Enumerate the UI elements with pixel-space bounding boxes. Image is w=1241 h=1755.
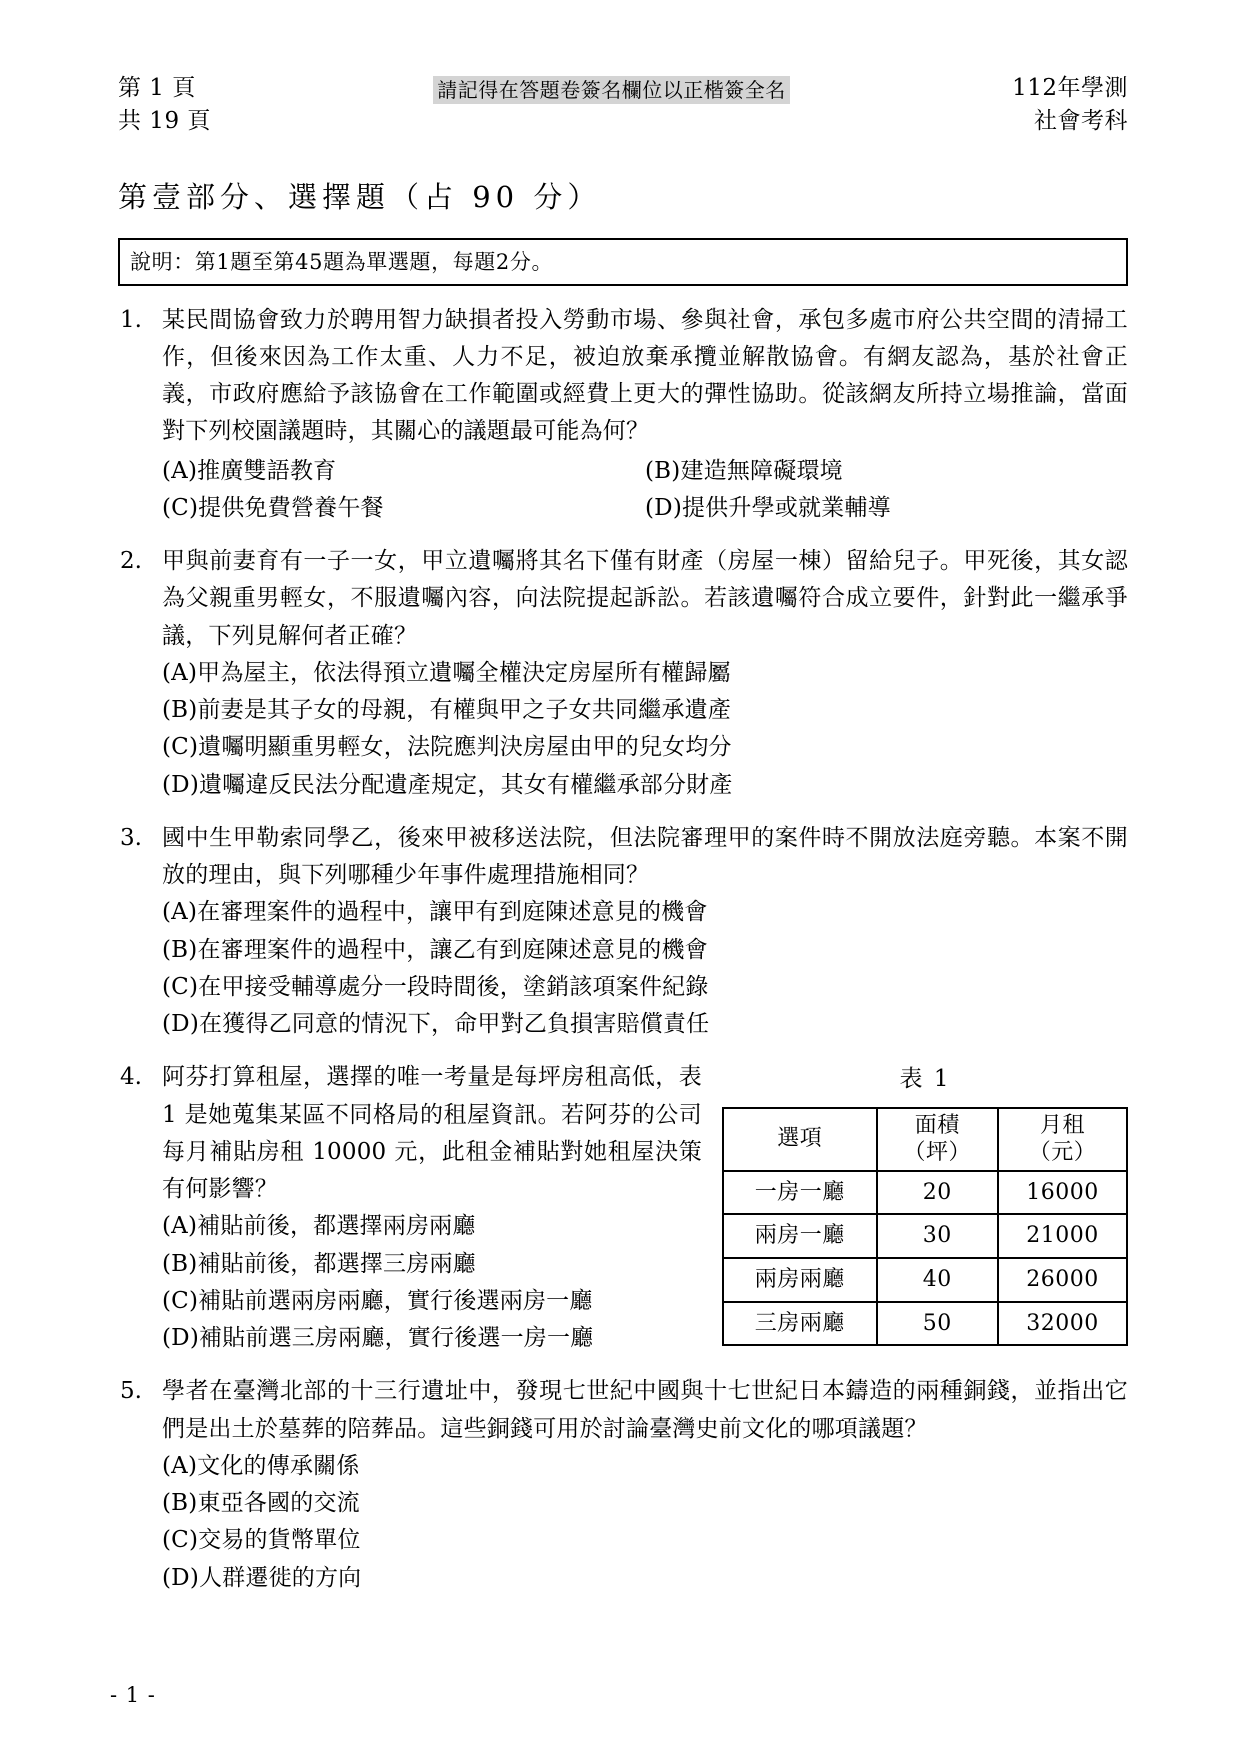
- instruction-box: [118, 238, 1128, 286]
- header-area: [877, 1108, 999, 1171]
- header-area-line1: 面積: [914, 1112, 960, 1138]
- question-number: 1.: [120, 306, 142, 333]
- option-a[interactable]: (A)補貼前後，都選擇兩房兩廳: [162, 1213, 476, 1240]
- question-body: [162, 543, 1128, 804]
- page-count-block: [118, 72, 211, 139]
- option-d[interactable]: (D)提供升學或就業輔導: [645, 494, 891, 521]
- option-d[interactable]: (D)遺囑違反民法分配遺產規定，其女有權繼承部分財產: [162, 771, 733, 798]
- page-content: [118, 72, 1128, 1597]
- question-number: 3.: [120, 824, 142, 851]
- option-b[interactable]: (B)東亞各國的交流: [162, 1490, 360, 1517]
- cell-rent: 26000: [998, 1258, 1127, 1302]
- option-c[interactable]: (C)交易的貨幣單位: [162, 1527, 361, 1554]
- signature-reminder-note: 請記得在答題卷簽名欄位以正楷簽全名: [433, 76, 790, 104]
- table-1-body: [723, 1171, 1127, 1346]
- option-b[interactable]: (B)建造無障礙環境: [645, 457, 843, 484]
- cell-area: 30: [877, 1214, 999, 1258]
- question-2: [118, 543, 1128, 804]
- instruction-text: 說明：第1題至第45題為單選題，每題2分。: [130, 249, 554, 274]
- option-d[interactable]: (D)人群遷徙的方向: [162, 1564, 362, 1591]
- header-rent-line2: （元）: [1028, 1140, 1097, 1166]
- page-footer: - 1 -: [110, 1683, 156, 1707]
- question-stem: 某民間協會致力於聘用智力缺損者投入勞動市場、參與社會，承包多處市府公共空間的清掃工作，但後來因為工作太重、人力不足，被迫放棄承攬並解散協會。有網友認為，基於社會正義，市政府應給予該協會在工作範圍或經費上更大的彈性協助。從該網友所持立場推論，當面對下列校園議題時，其關心的議題最可能為何？: [162, 306, 1128, 445]
- header-rent-line1: 月租: [1040, 1112, 1086, 1138]
- option-b[interactable]: (B)前妻是其子女的母親，有權與甲之子女共同繼承遺產: [162, 697, 732, 724]
- page-header: [118, 72, 1128, 139]
- option-a[interactable]: (A)甲為屋主，依法得預立遺囑全權決定房屋所有權歸屬: [162, 659, 731, 686]
- option-list: [162, 894, 1128, 1043]
- question-number: 2.: [120, 548, 142, 575]
- cell-option: 兩房兩廳: [723, 1258, 877, 1302]
- cell-area: 50: [877, 1302, 999, 1346]
- question-number: 5.: [120, 1378, 142, 1405]
- signature-reminder-block: [433, 72, 790, 107]
- question-body: [162, 302, 1128, 528]
- cell-option: 一房一廳: [723, 1171, 877, 1215]
- header-rent: [998, 1108, 1127, 1171]
- table-row: [723, 1171, 1127, 1215]
- option-list: [162, 453, 1128, 528]
- question-4-text-column: [162, 1059, 702, 1357]
- header-option: 選項: [723, 1108, 877, 1171]
- question-3: [118, 820, 1128, 1044]
- option-d[interactable]: (D)補貼前選三房兩廳，實行後選一房一廳: [162, 1325, 594, 1352]
- cell-option: 三房兩廳: [723, 1302, 877, 1346]
- option-c[interactable]: (C)提供免費營養午餐: [162, 494, 384, 521]
- question-4-layout: [162, 1059, 1128, 1357]
- cell-option: 兩房一廳: [723, 1214, 877, 1258]
- table-1-column: [702, 1059, 1128, 1346]
- exam-year-label: 112年學測: [1012, 75, 1128, 101]
- table-1: [722, 1107, 1128, 1347]
- option-c[interactable]: (C)遺囑明顯重男輕女，法院應判決房屋由甲的兒女均分: [162, 734, 732, 761]
- question-stem: 阿芬打算租屋，選擇的唯一考量是每坪房租高低，表 1 是她蒐集某區不同格局的租屋資訊。若阿芬的公司每月補貼房租 10000 元，此租金補貼對她租屋決策有何影響？: [162, 1064, 702, 1203]
- option-list: [162, 1448, 1128, 1597]
- table-1-header: [723, 1108, 1127, 1171]
- table-1-caption: 表 1: [899, 1066, 951, 1093]
- header-area-line2: （坪）: [903, 1140, 972, 1166]
- question-number: 4.: [120, 1064, 142, 1091]
- option-list: [162, 1208, 702, 1357]
- question-stem: 國中生甲勒索同學乙，後來甲被移送法院，但法院審理甲的案件時不開放法庭旁聽。本案不開放的理由，與下列哪種少年事件處理措施相同？: [162, 824, 1128, 889]
- option-c[interactable]: (C)在甲接受輔導處分一段時間後，塗銷該項案件紀錄: [162, 973, 709, 1000]
- cell-rent: 32000: [998, 1302, 1127, 1346]
- question-stem: 甲與前妻育有一子一女，甲立遺囑將其名下僅有財產（房屋一棟）留給兒子。甲死後，其女認為父親重男輕女，不服遺囑內容，向法院提起訴訟。若該遺囑符合成立要件，針對此一繼承爭議，下列見解何者正確？: [162, 548, 1128, 649]
- cell-area: 20: [877, 1171, 999, 1215]
- table-header-row: [723, 1108, 1127, 1171]
- question-4: [118, 1059, 1128, 1357]
- table-row: [723, 1302, 1127, 1346]
- table-row: [723, 1214, 1127, 1258]
- option-b[interactable]: (B)補貼前後，都選擇三房兩廳: [162, 1250, 476, 1277]
- option-c[interactable]: (C)補貼前選兩房兩廳，實行後選兩房一廳: [162, 1287, 593, 1314]
- table-row: [723, 1258, 1127, 1302]
- question-body: [162, 820, 1128, 1044]
- cell-area: 40: [877, 1258, 999, 1302]
- option-d[interactable]: (D)在獲得乙同意的情況下，命甲對乙負損害賠償責任: [162, 1011, 710, 1038]
- question-body: [162, 1373, 1128, 1597]
- exam-subject-label: 社會考科: [1033, 108, 1128, 135]
- exam-info-block: [1012, 72, 1128, 139]
- section-title: 第壹部分、選擇題（占 90 分）: [118, 179, 602, 214]
- question-stem: 學者在臺灣北部的十三行遺址中，發現七世紀中國與十七世紀日本鑄造的兩種銅錢，並指出它們是出土於墓葬的陪葬品。這些銅錢可用於討論臺灣史前文化的哪項議題？: [162, 1378, 1128, 1442]
- cell-rent: 21000: [998, 1214, 1127, 1258]
- option-a[interactable]: (A)在審理案件的過程中，讓甲有到庭陳述意見的機會: [162, 899, 708, 926]
- question-5: [118, 1373, 1128, 1597]
- question-1: [118, 302, 1128, 528]
- question-body: [162, 1059, 1128, 1357]
- option-list: [162, 655, 1128, 804]
- total-pages-label: 共 19 頁: [118, 108, 211, 135]
- option-b[interactable]: (B)在審理案件的過程中，讓乙有到庭陳述意見的機會: [162, 936, 708, 963]
- cell-rent: 16000: [998, 1171, 1127, 1215]
- current-page-label: 第 1 頁: [118, 75, 196, 101]
- option-a[interactable]: (A)文化的傳承關係: [162, 1452, 360, 1479]
- option-a[interactable]: (A)推廣雙語教育: [162, 457, 337, 484]
